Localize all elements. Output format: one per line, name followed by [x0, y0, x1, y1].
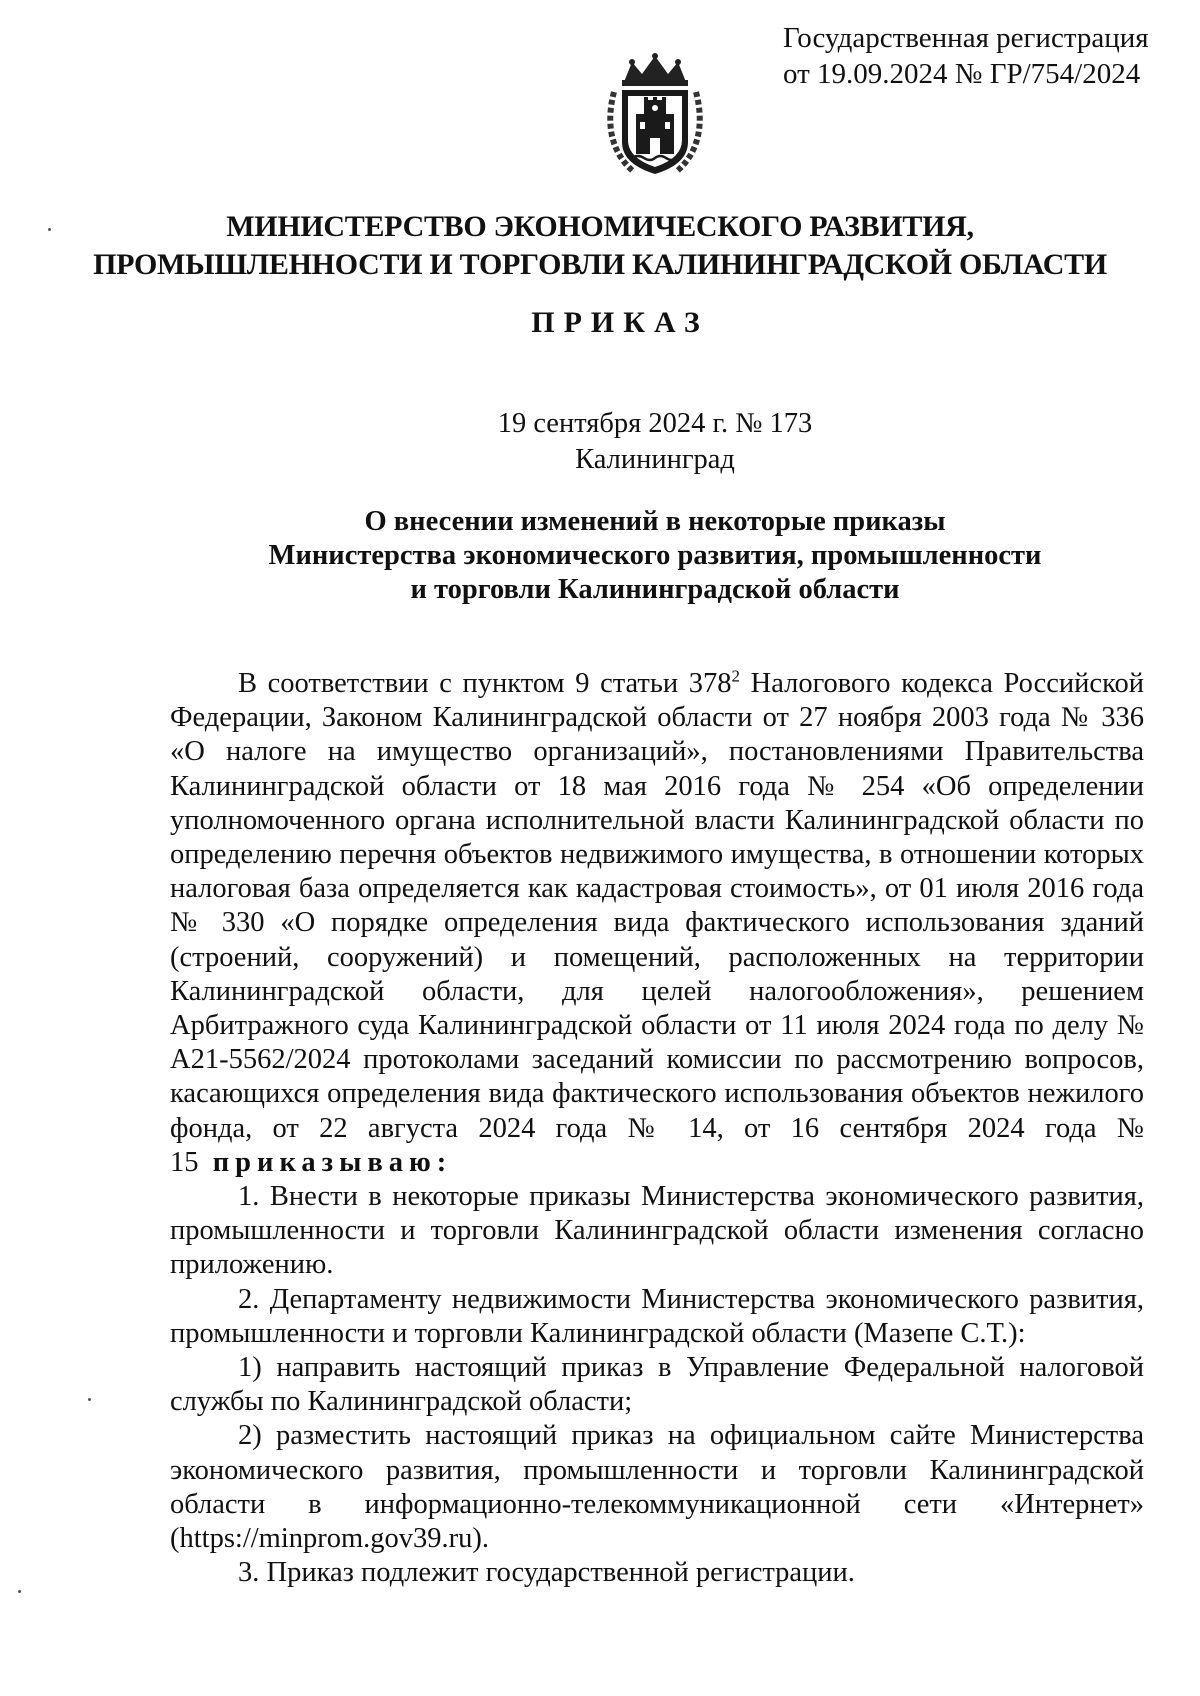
subject-line-2: Министерства экономического развития, промышленности: [268, 540, 1042, 571]
article-superscript: 2: [731, 666, 740, 686]
order-date-number: 19 сентября 2024 г. № 173: [497, 408, 813, 439]
coat-of-arms-icon: [604, 52, 706, 178]
registration-stamp: [783, 20, 1149, 92]
item-2-paragraph: 2. Департаменту недвижимости Министерства экономического развития, промышленности и торговли Калининградской области (Мазепе С.Т.):: [170, 1283, 1144, 1349]
item-3-paragraph: 3. Приказ подлежит государственной регистрации.: [238, 1557, 855, 1589]
scan-speck: [48, 228, 51, 231]
registration-line-2: от 19.09.2024 № ГР/754/2024: [783, 58, 1141, 90]
ministry-name-line-1: МИНИСТЕРСТВО ЭКОНОМИЧЕСКОГО РАЗВИТИЯ,: [226, 210, 974, 243]
order-body: [170, 667, 1144, 1590]
order-date-block: [0, 406, 1200, 478]
order-city: Калининград: [575, 444, 735, 475]
registration-line-1: Государственная регистрация: [783, 22, 1149, 54]
item-2-1-paragraph: 1) направить настоящий приказ в Управление Федеральной налоговой службы по Калининградской области;: [170, 1352, 1144, 1418]
document-type-heading: ПРИКАЗ: [531, 306, 709, 339]
order-directive-word: приказываю:: [212, 1146, 453, 1178]
ministry-name-line-2: ПРОМЫШЛЕННОСТИ И ТОРГОВЛИ КАЛИНИНГРАДСКОЙ ОБЛАСТИ: [93, 248, 1107, 281]
subject-line-3: и торговли Калининградской области: [410, 574, 900, 605]
scan-speck: [88, 1398, 91, 1401]
preamble-paragraph: [170, 667, 1144, 1180]
item-2-2-paragraph: 2) разместить настоящий приказ на официальном сайте Министерства экономического развития, промышленности и торговли Калининградской области в информационно-телекоммуникационной сети «Интернет» (https://minprom.gov39.ru).: [170, 1420, 1144, 1555]
ministry-name: [0, 208, 1200, 284]
preamble-start: В соответствии с пунктом 9 статьи 378: [238, 668, 732, 699]
preamble-rest: Налогового кодекса Российской Федерации, Законом Калининградской области от 27 ноября 2003 года № 336 «О налоге на имущество организаций», постановлениями Правительства Калининградской области от 18 мая 2016 года № 254 «Об определении уполномоченного органа исполнительной власти Калининградской области по определению перечня объектов недвижимого имущества, в отношении которых налоговая база определяется как кадастровая стоимость», от 01 июля 2016 года № 330 «О порядке определения вида фактического использования зданий (строений, сооружений) и помещений, расположенных на территории Калининградской области, для целей налогообложения», решением Арбитражного суда Калининградской области от 11 июля 2024 года по делу № А21-5562/2024 протоколами заседаний комиссии по рассмотрению вопросов, касающихся определения вида фактического использования объектов нежилого фонда, от 22 августа 2024 года № 14, от 16 сентября 2024 года № 15: [170, 668, 1144, 1178]
item-1-paragraph: 1. Внести в некоторые приказы Министерства экономического развития, промышленности и торговли Калининградской области изменения согласно приложению.: [170, 1181, 1144, 1281]
order-subject: [0, 505, 1200, 607]
scan-speck: [18, 1590, 21, 1593]
subject-line-1: О внесении изменений в некоторые приказы: [364, 506, 946, 537]
